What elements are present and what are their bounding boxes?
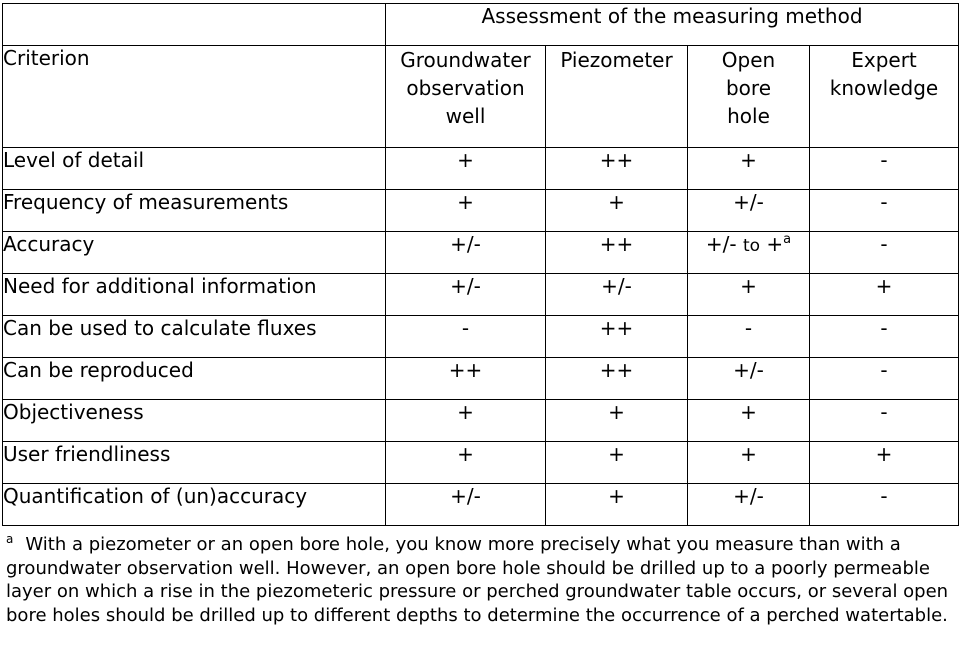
- criterion-cell: User friendliness: [3, 442, 386, 484]
- value-cell: ++: [386, 358, 546, 400]
- table-row: [3, 484, 959, 526]
- value-cell: +: [688, 442, 810, 484]
- table-row: [3, 358, 959, 400]
- value-cell: ++: [546, 148, 688, 190]
- value-cell: +: [386, 442, 546, 484]
- value-cell: +: [386, 400, 546, 442]
- table-row: [3, 316, 959, 358]
- table-footnote: [6, 528, 952, 627]
- header-line: Groundwater: [400, 48, 531, 72]
- table-row: [3, 148, 959, 190]
- table-row: [3, 442, 959, 484]
- header-line: bore: [725, 76, 772, 100]
- value-cell: -: [810, 484, 959, 526]
- value-cell: +: [810, 274, 959, 316]
- value-cell: +/-: [688, 190, 810, 232]
- header-line: well: [445, 104, 486, 128]
- footnote-reference: a: [783, 232, 792, 247]
- table-row: [3, 232, 959, 274]
- criterion-cell: Quantification of (un)accuracy: [3, 484, 386, 526]
- table-row: [3, 190, 959, 232]
- criterion-header: Criterion: [3, 46, 386, 148]
- criterion-cell: Can be used to calculate fluxes: [3, 316, 386, 358]
- value-cell: -: [810, 232, 959, 274]
- table-group-header-row: [3, 4, 959, 46]
- criterion-cell: Accuracy: [3, 232, 386, 274]
- value-part: +: [766, 232, 784, 256]
- value-cell: +/-: [688, 358, 810, 400]
- value-cell: +: [546, 190, 688, 232]
- value-cell: -: [810, 190, 959, 232]
- group-header: Assessment of the measuring method: [386, 4, 959, 46]
- value-cell: -: [688, 316, 810, 358]
- table-column-header-row: [3, 46, 959, 148]
- header-line: observation: [406, 76, 525, 100]
- value-cell: ++: [546, 232, 688, 274]
- header-line: knowledge: [829, 76, 939, 100]
- value-cell: -: [810, 400, 959, 442]
- header-line: hole: [727, 104, 770, 128]
- method-header-piezometer: [546, 46, 688, 148]
- value-cell: +: [546, 400, 688, 442]
- value-cell: +: [546, 484, 688, 526]
- value-cell: +: [688, 274, 810, 316]
- criterion-cell: Frequency of measurements: [3, 190, 386, 232]
- value-cell: +/-: [546, 274, 688, 316]
- table-row: [3, 274, 959, 316]
- value-part: +/-: [705, 232, 737, 256]
- method-header-expert-knowledge: [810, 46, 959, 148]
- value-cell: -: [810, 358, 959, 400]
- value-part: to: [742, 236, 761, 256]
- footnote-text: With a piezometer or an open bore hole, you know more precisely what you measure than with a groundwater observation well. However, an open bore hole should be drilled up to a poorly permeable layer on which a rise in the piezometeric pressure or perched groundwater table occurs, or several open bore holes should be drilled up to different depths to determine the occurrence of a perched watertable.: [6, 534, 949, 626]
- header-line: Open: [721, 48, 776, 72]
- value-cell: -: [386, 316, 546, 358]
- value-cell: +: [386, 190, 546, 232]
- value-cell: +/-: [386, 484, 546, 526]
- criterion-cell: Need for additional information: [3, 274, 386, 316]
- header-line: Expert: [851, 48, 917, 72]
- method-header-open-bore-hole: [688, 46, 810, 148]
- value-cell: ++: [546, 316, 688, 358]
- value-cell: ++: [546, 358, 688, 400]
- value-cell: -: [810, 316, 959, 358]
- value-cell: +: [386, 148, 546, 190]
- table-corner-cell: [3, 4, 386, 46]
- value-cell-with-footnote: [688, 232, 810, 274]
- criterion-cell: Level of detail: [3, 148, 386, 190]
- value-cell: +: [810, 442, 959, 484]
- assessment-table: [2, 3, 959, 526]
- header-line: Piezometer: [560, 48, 673, 72]
- criterion-cell: Can be reproduced: [3, 358, 386, 400]
- value-cell: +/-: [688, 484, 810, 526]
- value-cell: +: [688, 400, 810, 442]
- table-row: [3, 400, 959, 442]
- value-cell: +: [546, 442, 688, 484]
- method-header-groundwater-well: [386, 46, 546, 148]
- criterion-cell: Objectiveness: [3, 400, 386, 442]
- footnote-mark: a: [6, 532, 14, 546]
- value-cell: +/-: [386, 274, 546, 316]
- value-cell: -: [810, 148, 959, 190]
- value-cell: +/-: [386, 232, 546, 274]
- value-cell: +: [688, 148, 810, 190]
